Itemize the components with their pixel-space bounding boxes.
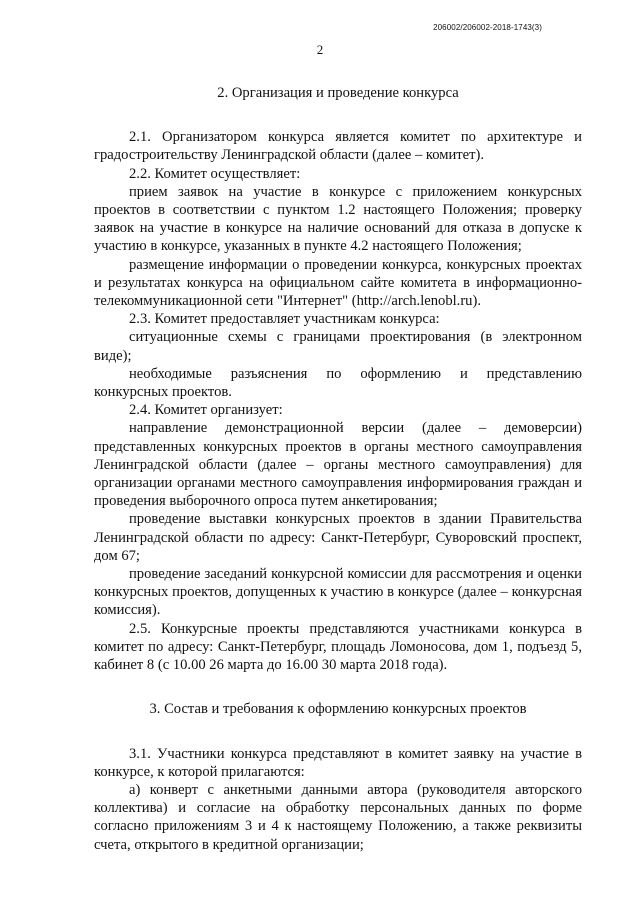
paragraph-2-3-b: необходимые разъяснения по оформлению и представлению конкурсных проектов. [94,365,582,401]
paragraph-2-2: 2.2. Комитет осуществляет: [129,165,301,182]
document-id: 206002/206002-2018-1743(3) [433,23,542,32]
section-3-title: 3. Состав и требования к оформлению конкурсных проектов [149,701,527,718]
paragraph-2-4-c: проведение заседаний конкурсной комиссии для рассмотрения и оценки конкурсных проектов, допущенных к участию в конкурсе (далее – конкурсная комиссия). [94,566,582,619]
section-2-title: 2. Организация и проведение конкурса [217,85,459,101]
paragraph-2-4: 2.4. Комитет организует: [129,402,283,419]
paragraph-2-4-a: направление демонстрационной версии (далее – демоверсии) представленных конкурсных проектов в органы местного самоуправления Ленинградской области (далее – органы местного самоуправления) для организации органами местного самоуправления информирования граждан и проведения выборочного опроса путем анкетирования; [94,420,582,510]
paragraph-3-1: 3.1. Участники конкурса представляют в комитет заявку на участие в конкурсе, к которой прилагаются: [94,745,582,780]
paragraph-2-1: 2.1. Организатором конкурса является комитет по архитектуре и градостроительству Ленинградской области (далее – комитет). [94,129,582,164]
paragraph-2-5: 2.5. Конкурсные проекты представляются участниками конкурса в комитет по адресу: Санкт-Петербург, площадь Ломоносова, дом 1, подъезд 5, кабинет 8 (с 10.00 26 марта до 16.00 30 марта 2018 года). [94,620,582,674]
paragraph-2-4-b: проведение выставки конкурсных проектов в здании Правительства Ленинградской области по адресу: Санкт-Петербург, Суворовский проспект, дом 67; [94,511,582,564]
paragraph-2-2-a: прием заявок на участие в конкурсе с приложением конкурсных проектов в соответствии с пунктом 1.2 настоящего Положения; проверку заявок на участие в конкурсе на наличие оснований для отказа в допуске к участию в конкурсе, указанных в пункте 4.2 настоящего Положения; [94,183,582,255]
page-number: 2 [316,42,324,57]
paragraph-2-3: 2.3. Комитет предоставляет участникам конкурса: [129,311,440,328]
paragraph-2-3-a: ситуационные схемы с границами проектирования (в электронном виде); [94,329,582,364]
paragraph-3-1-a: а) конверт с анкетными данными автора (руководителя авторского коллектива) и согласие на обработку персональных данных по форме согласно приложениям 3 и 4 к настоящему Положению, а также реквизиты счета, открытого в кредитной организации; [94,781,582,853]
paragraph-2-2-b: размещение информации о проведении конкурса, конкурсных проектах и результатах конкурса на официальном сайте комитета в информационно-телекоммуникационной сети "Интернет" (http://arch.lenobl.ru). [94,256,582,310]
document-body [94,84,582,854]
